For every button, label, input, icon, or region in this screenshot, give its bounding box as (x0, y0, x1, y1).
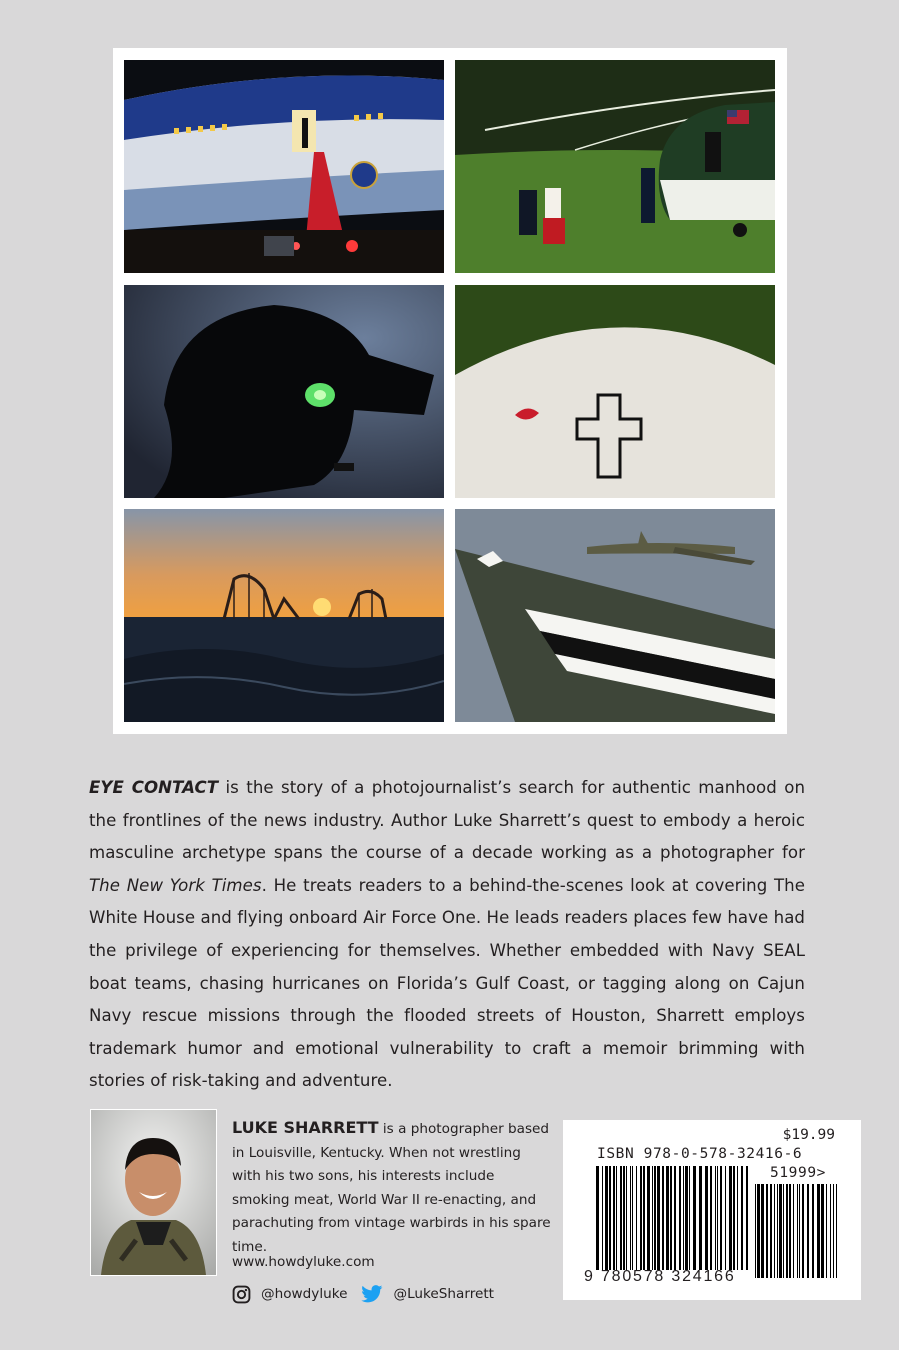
author-website-link[interactable]: www.howdyluke.com (232, 1254, 375, 1270)
book-title: EYE CONTACT (89, 778, 219, 797)
instagram-icon[interactable] (232, 1285, 251, 1304)
air-force-one-photo (124, 60, 444, 273)
newspaper-name: The New York Times (89, 875, 262, 895)
author-bio-text: is a photographer based in Louisville, Kentucky. When not wrestling with his two sons, his interests include smoking meat, World War II re-enacting, and parachuting from vintage warbirds in his spare time. (232, 1121, 551, 1255)
seaside-roller-coaster-photo (124, 509, 444, 722)
twitter-handle[interactable]: @LukeSharrett (393, 1286, 495, 1302)
price-label: $19.99 (782, 1127, 835, 1143)
ean-barcode-bars (596, 1166, 748, 1278)
author-bio (232, 1116, 552, 1259)
author-name: LUKE SHARRETT (232, 1118, 379, 1137)
twitter-bird-icon[interactable] (361, 1285, 383, 1303)
book-description (89, 772, 805, 1098)
barcode-addon-code: 51999> (770, 1165, 826, 1181)
author-headshot (90, 1109, 217, 1276)
social-links (232, 1283, 494, 1305)
instagram-handle[interactable]: @howdyluke (261, 1286, 348, 1302)
description-text-continued: . He treats readers to a behind-the-scenes look at covering The White House and flying onboard Air Force One. He leads readers places few have had the privilege of experiencing for themselves. Whether embedded with Navy SEAL boat teams, chasing hurricanes on Florida’s Gulf Coast, or tagging along on Cajun Navy rescue missions through the flooded streets of Houston, Sharrett employs trademark humor and emotional vulnerability to craft a memoir brimming with stories of risk-taking and adventure. (89, 875, 806, 1091)
photo-grid (113, 48, 787, 734)
isbn-number: ISBN 978-0-578-32416-6 (597, 1146, 803, 1162)
description-text: is the story of a photojournalist’s search for authentic manhood on the frontlines of the news industry. Author Luke Sharrett’s quest to embody a heroic masculine archetype spans the course of a decade working as a photographer for (89, 778, 806, 863)
barcode-digits: 9 780578 324166 (584, 1268, 736, 1285)
isbn-barcode (563, 1120, 861, 1300)
addon-barcode-bars (755, 1184, 837, 1278)
marine-one-helicopter-photo (455, 60, 775, 273)
headstone-kiss-cross-photo (455, 285, 775, 498)
night-vision-soldier-photo (124, 285, 444, 498)
vintage-warbird-photo (455, 509, 775, 722)
